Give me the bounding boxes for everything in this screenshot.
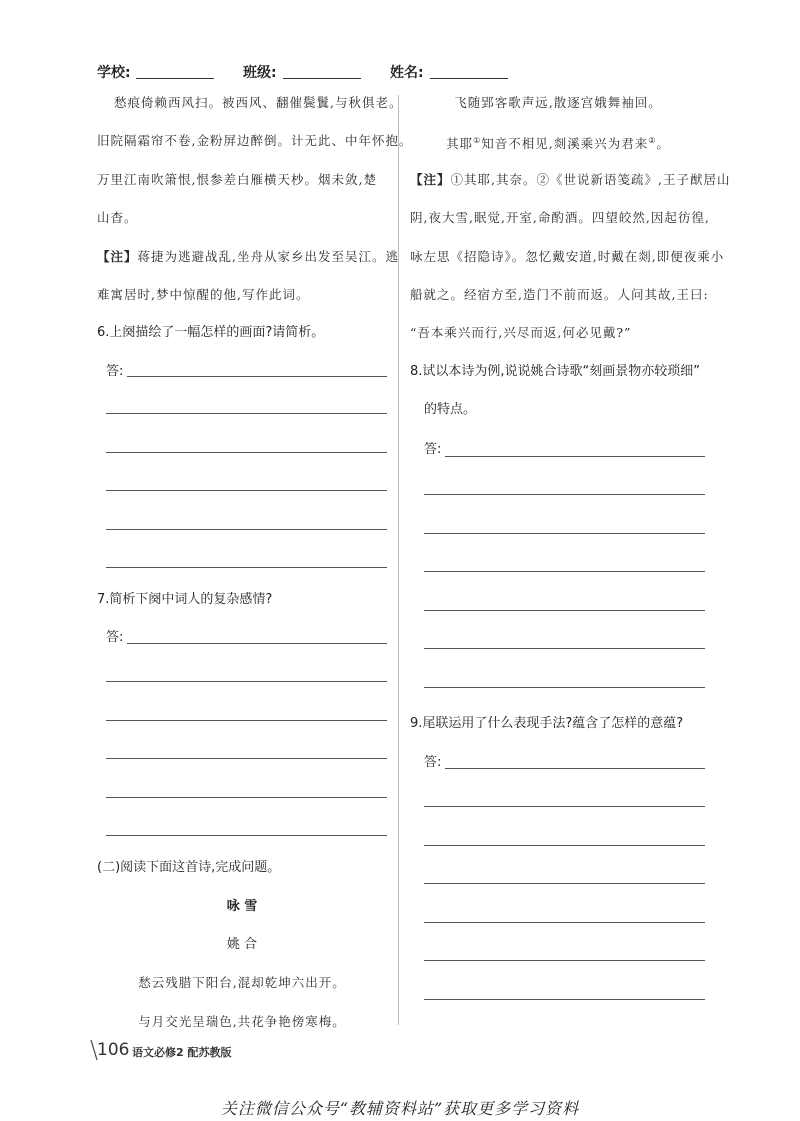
footnote-marker: ① <box>473 136 482 145</box>
answer-line[interactable] <box>106 758 387 759</box>
answer-label: 答: <box>424 442 442 457</box>
answer-line[interactable] <box>106 681 387 682</box>
school-label: 学校: <box>97 65 131 81</box>
answer-line[interactable] <box>424 533 705 534</box>
footnote-marker: ② <box>648 136 657 145</box>
answer-line[interactable] <box>106 797 387 798</box>
name-label: 姓名: <box>390 65 424 81</box>
poem-line: 万里江南吹箫恨,恨参差白雁横天杪。烟未敛,楚 <box>97 172 377 187</box>
answer-line[interactable] <box>424 494 705 495</box>
note-text: “吾本乘兴而行,兴尽而返,何必见戴?” <box>410 325 632 340</box>
answer-line[interactable] <box>106 452 387 453</box>
poem-line: 与月交光呈瑞色,共花争艳傍寒梅。 <box>138 1014 346 1029</box>
answer-line[interactable] <box>127 643 387 644</box>
note-block <box>410 172 730 188</box>
question-6: 6.上阕描绘了一幅怎样的画面?请简析。 <box>97 325 325 340</box>
note-tag: 【注】 <box>97 249 138 264</box>
answer-line[interactable] <box>424 806 705 807</box>
poem-author: 姚 合 <box>226 937 258 952</box>
class-label: 班级: <box>243 65 277 81</box>
note-text: 阴,夜大雪,眠觉,开室,命酌酒。四望皎然,因起彷徨, <box>410 210 710 225</box>
promo-text: 关注微信公众号“教辅资料站”获取更多学习资料 <box>220 1099 580 1118</box>
column-divider <box>398 95 399 1025</box>
note-text: 船就之。经宿方至,造门不前而返。人问其故,王曰: <box>410 287 709 302</box>
answer-label: 答: <box>106 630 124 645</box>
class-field[interactable] <box>283 78 361 79</box>
section-heading: (二)阅读下面这首诗,完成问题。 <box>97 860 281 875</box>
answer-line[interactable] <box>127 376 387 377</box>
answer-line[interactable] <box>106 413 387 414</box>
answer-line[interactable] <box>424 999 705 1000</box>
answer-line[interactable] <box>424 610 705 611</box>
poem-text: 其耶 <box>446 136 474 152</box>
book-title: 语文必修2 配苏教版 <box>132 1046 232 1059</box>
poem-line: 飞随郢客歌声远,散逐宫娥舞袖回。 <box>454 95 662 110</box>
poem-line: 愁痕倚赖西风扫。被西风、翻催鬓鬒,与秋俱老。 <box>114 95 403 110</box>
answer-line[interactable] <box>424 571 705 572</box>
answer-line[interactable] <box>445 768 705 769</box>
note-block <box>97 249 399 265</box>
answer-line[interactable] <box>106 835 387 836</box>
note-text: 难寓居时,梦中惊醒的他,写作此词。 <box>97 287 310 302</box>
question-8-cont: 的特点。 <box>424 402 477 417</box>
answer-line[interactable] <box>424 687 705 688</box>
poem-line <box>410 133 706 152</box>
answer-line[interactable] <box>424 960 705 961</box>
student-info-header <box>0 62 800 86</box>
note-tag: 【注】 <box>410 172 451 187</box>
poem-line: 愁云残腊下阳台,混却乾坤六出开。 <box>138 975 346 990</box>
poem-text: 。 <box>656 136 670 152</box>
name-field[interactable] <box>430 78 508 79</box>
answer-label: 答: <box>424 755 442 770</box>
poem-title: 咏 雪 <box>226 899 258 914</box>
answer-line[interactable] <box>106 720 387 721</box>
answer-line[interactable] <box>424 883 705 884</box>
note-text: 蒋捷为逃避战乱,坐舟从家乡出发至吴江。逃 <box>137 249 399 264</box>
answer-line[interactable] <box>424 648 705 649</box>
question-8: 8.试以本诗为例,说说姚合诗歌“刻画景物亦较琐细” <box>410 364 701 379</box>
page-number: 106 <box>97 1040 130 1060</box>
question-9: 9.尾联运用了什么表现手法?蕴含了怎样的意蕴? <box>410 716 684 731</box>
answer-label: 答: <box>106 364 124 379</box>
question-7: 7.简析下阕中词人的复杂感情? <box>97 592 273 607</box>
answer-line[interactable] <box>424 922 705 923</box>
note-text: 咏左思《招隐诗》。忽忆戴安道,时戴在剡,即便夜乘小 <box>410 249 725 264</box>
answer-line[interactable] <box>106 567 387 568</box>
poem-line: 山杳。 <box>97 210 138 225</box>
poem-text: 知音不相见,剡溪乘兴为君来 <box>481 136 649 152</box>
poem-line: 旧院隔霜帘不卷,金粉屏边醉倒。计无此、中年怀抱。 <box>97 133 413 148</box>
answer-line[interactable] <box>424 845 705 846</box>
answer-line[interactable] <box>445 456 705 457</box>
note-text: ①其耶,其奈。②《世说新语笺疏》,王子猷居山 <box>450 172 731 187</box>
school-field[interactable] <box>136 78 214 79</box>
answer-line[interactable] <box>106 529 387 530</box>
answer-line[interactable] <box>106 490 387 491</box>
